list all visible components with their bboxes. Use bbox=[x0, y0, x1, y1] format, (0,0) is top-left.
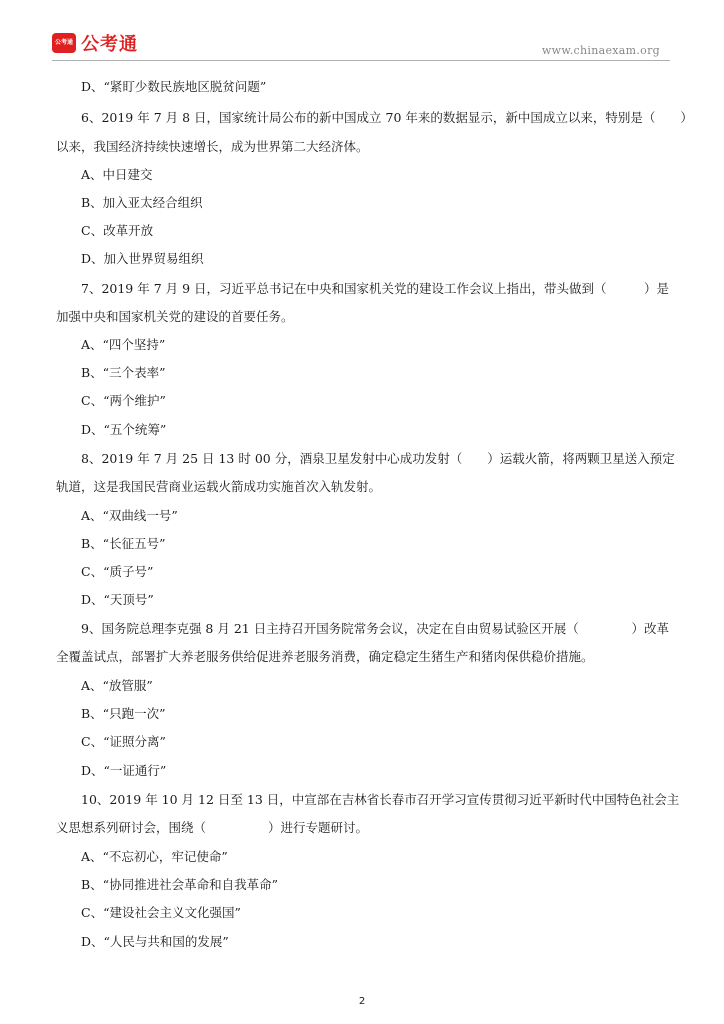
question-8-line-2: 轨道，这是我国民营商业运载火箭成功实施首次入轨发射。 bbox=[56, 479, 382, 494]
question-7-line-2: 加强中央和国家机关党的建设的首要任务。 bbox=[56, 309, 294, 324]
blank-close: ） bbox=[680, 110, 693, 125]
question-text: 7、2019 年 7 月 9 日，习近平总书记在中央和国家机关党的建设工作会议上指出，带头做到（ bbox=[81, 281, 607, 296]
question-9-option-d: D、“一证通行” bbox=[81, 763, 167, 778]
question-8-option-c: C、“质子号” bbox=[81, 564, 154, 579]
logo-badge: 公考通 bbox=[52, 33, 76, 53]
question-7-line-1 bbox=[56, 280, 669, 298]
question-6-option-d: D、加入世界贸易组织 bbox=[81, 251, 204, 266]
question-7-option-d: D、“五个统筹” bbox=[81, 422, 167, 437]
question-6-option-b: B、加入亚太经合组织 bbox=[81, 195, 203, 210]
page-number: 2 bbox=[358, 996, 366, 1007]
question-8-option-b: B、“长征五号” bbox=[81, 536, 166, 551]
question-8-option-d: D、“天顶号” bbox=[81, 592, 154, 607]
question-8-line-1 bbox=[56, 450, 675, 468]
question-10-line-1: 10、2019 年 10 月 12 日至 13 日，中宣部在吉林省长春市召开学习宣传贯彻习近平新时代中国特色社会主 bbox=[81, 792, 680, 807]
question-6-line-1 bbox=[56, 109, 693, 127]
blank-close: ）改革 bbox=[631, 621, 669, 636]
question-7-option-c: C、“两个维护” bbox=[81, 393, 166, 408]
question-7-option-a: A、“四个坚持” bbox=[81, 337, 166, 352]
question-8-option-a: A、“双曲线一号” bbox=[81, 508, 178, 523]
option-line: D、“紧盯少数民族地区脱贫问题” bbox=[81, 79, 267, 94]
question-6-option-a: A、中日建交 bbox=[81, 167, 153, 182]
question-10-option-a: A、“不忘初心，牢记使命” bbox=[81, 849, 228, 864]
question-9-line-2: 全覆盖试点，部署扩大养老服务供给促进养老服务消费，确定稳定生猪生产和猪肉保供稳价措施。 bbox=[56, 649, 594, 664]
question-10-option-d: D、“人民与共和国的发展” bbox=[81, 934, 229, 949]
question-9-option-b: B、“只跑一次” bbox=[81, 706, 166, 721]
header-divider bbox=[52, 60, 670, 61]
question-9-option-a: A、“放管服” bbox=[81, 678, 153, 693]
blank-close: ）运载火箭，将两颗卫星送入预定 bbox=[487, 451, 675, 466]
site-url: www.chinaexam.org bbox=[541, 44, 660, 57]
brand-logo bbox=[52, 32, 138, 54]
question-6-option-c: C、改革开放 bbox=[81, 223, 154, 238]
question-9-option-c: C、“证照分离” bbox=[81, 734, 166, 749]
question-6-line-2: 以来，我国经济持续快速增长，成为世界第二大经济体。 bbox=[56, 139, 369, 154]
question-text: 9、国务院总理李克强 8 月 21 日主持召开国务院常务会议，决定在自由贸易试验区开展（ bbox=[81, 621, 579, 636]
blank-close: ）进行专题研讨。 bbox=[268, 820, 369, 835]
question-text: 8、2019 年 7 月 25 日 13 时 00 分，酒泉卫星发射中心成功发射（ bbox=[81, 451, 463, 466]
logo-text: 公考通 bbox=[81, 34, 138, 55]
question-10-option-b: B、“协同推进社会革命和自我革命” bbox=[81, 877, 278, 892]
question-9-line-1 bbox=[56, 620, 669, 638]
page-header bbox=[0, 0, 724, 64]
question-7-option-b: B、“三个表率” bbox=[81, 365, 166, 380]
question-10-line-2 bbox=[56, 819, 669, 837]
question-10-option-c: C、“建设社会主义文化强国” bbox=[81, 905, 241, 920]
question-text: 义思想系列研讨会，围绕（ bbox=[56, 820, 207, 835]
blank-close: ）是 bbox=[643, 281, 669, 296]
question-text: 6、2019 年 7 月 8 日，国家统计局公布的新中国成立 70 年来的数据显示，新中国成立以来，特别是（ bbox=[81, 110, 656, 125]
